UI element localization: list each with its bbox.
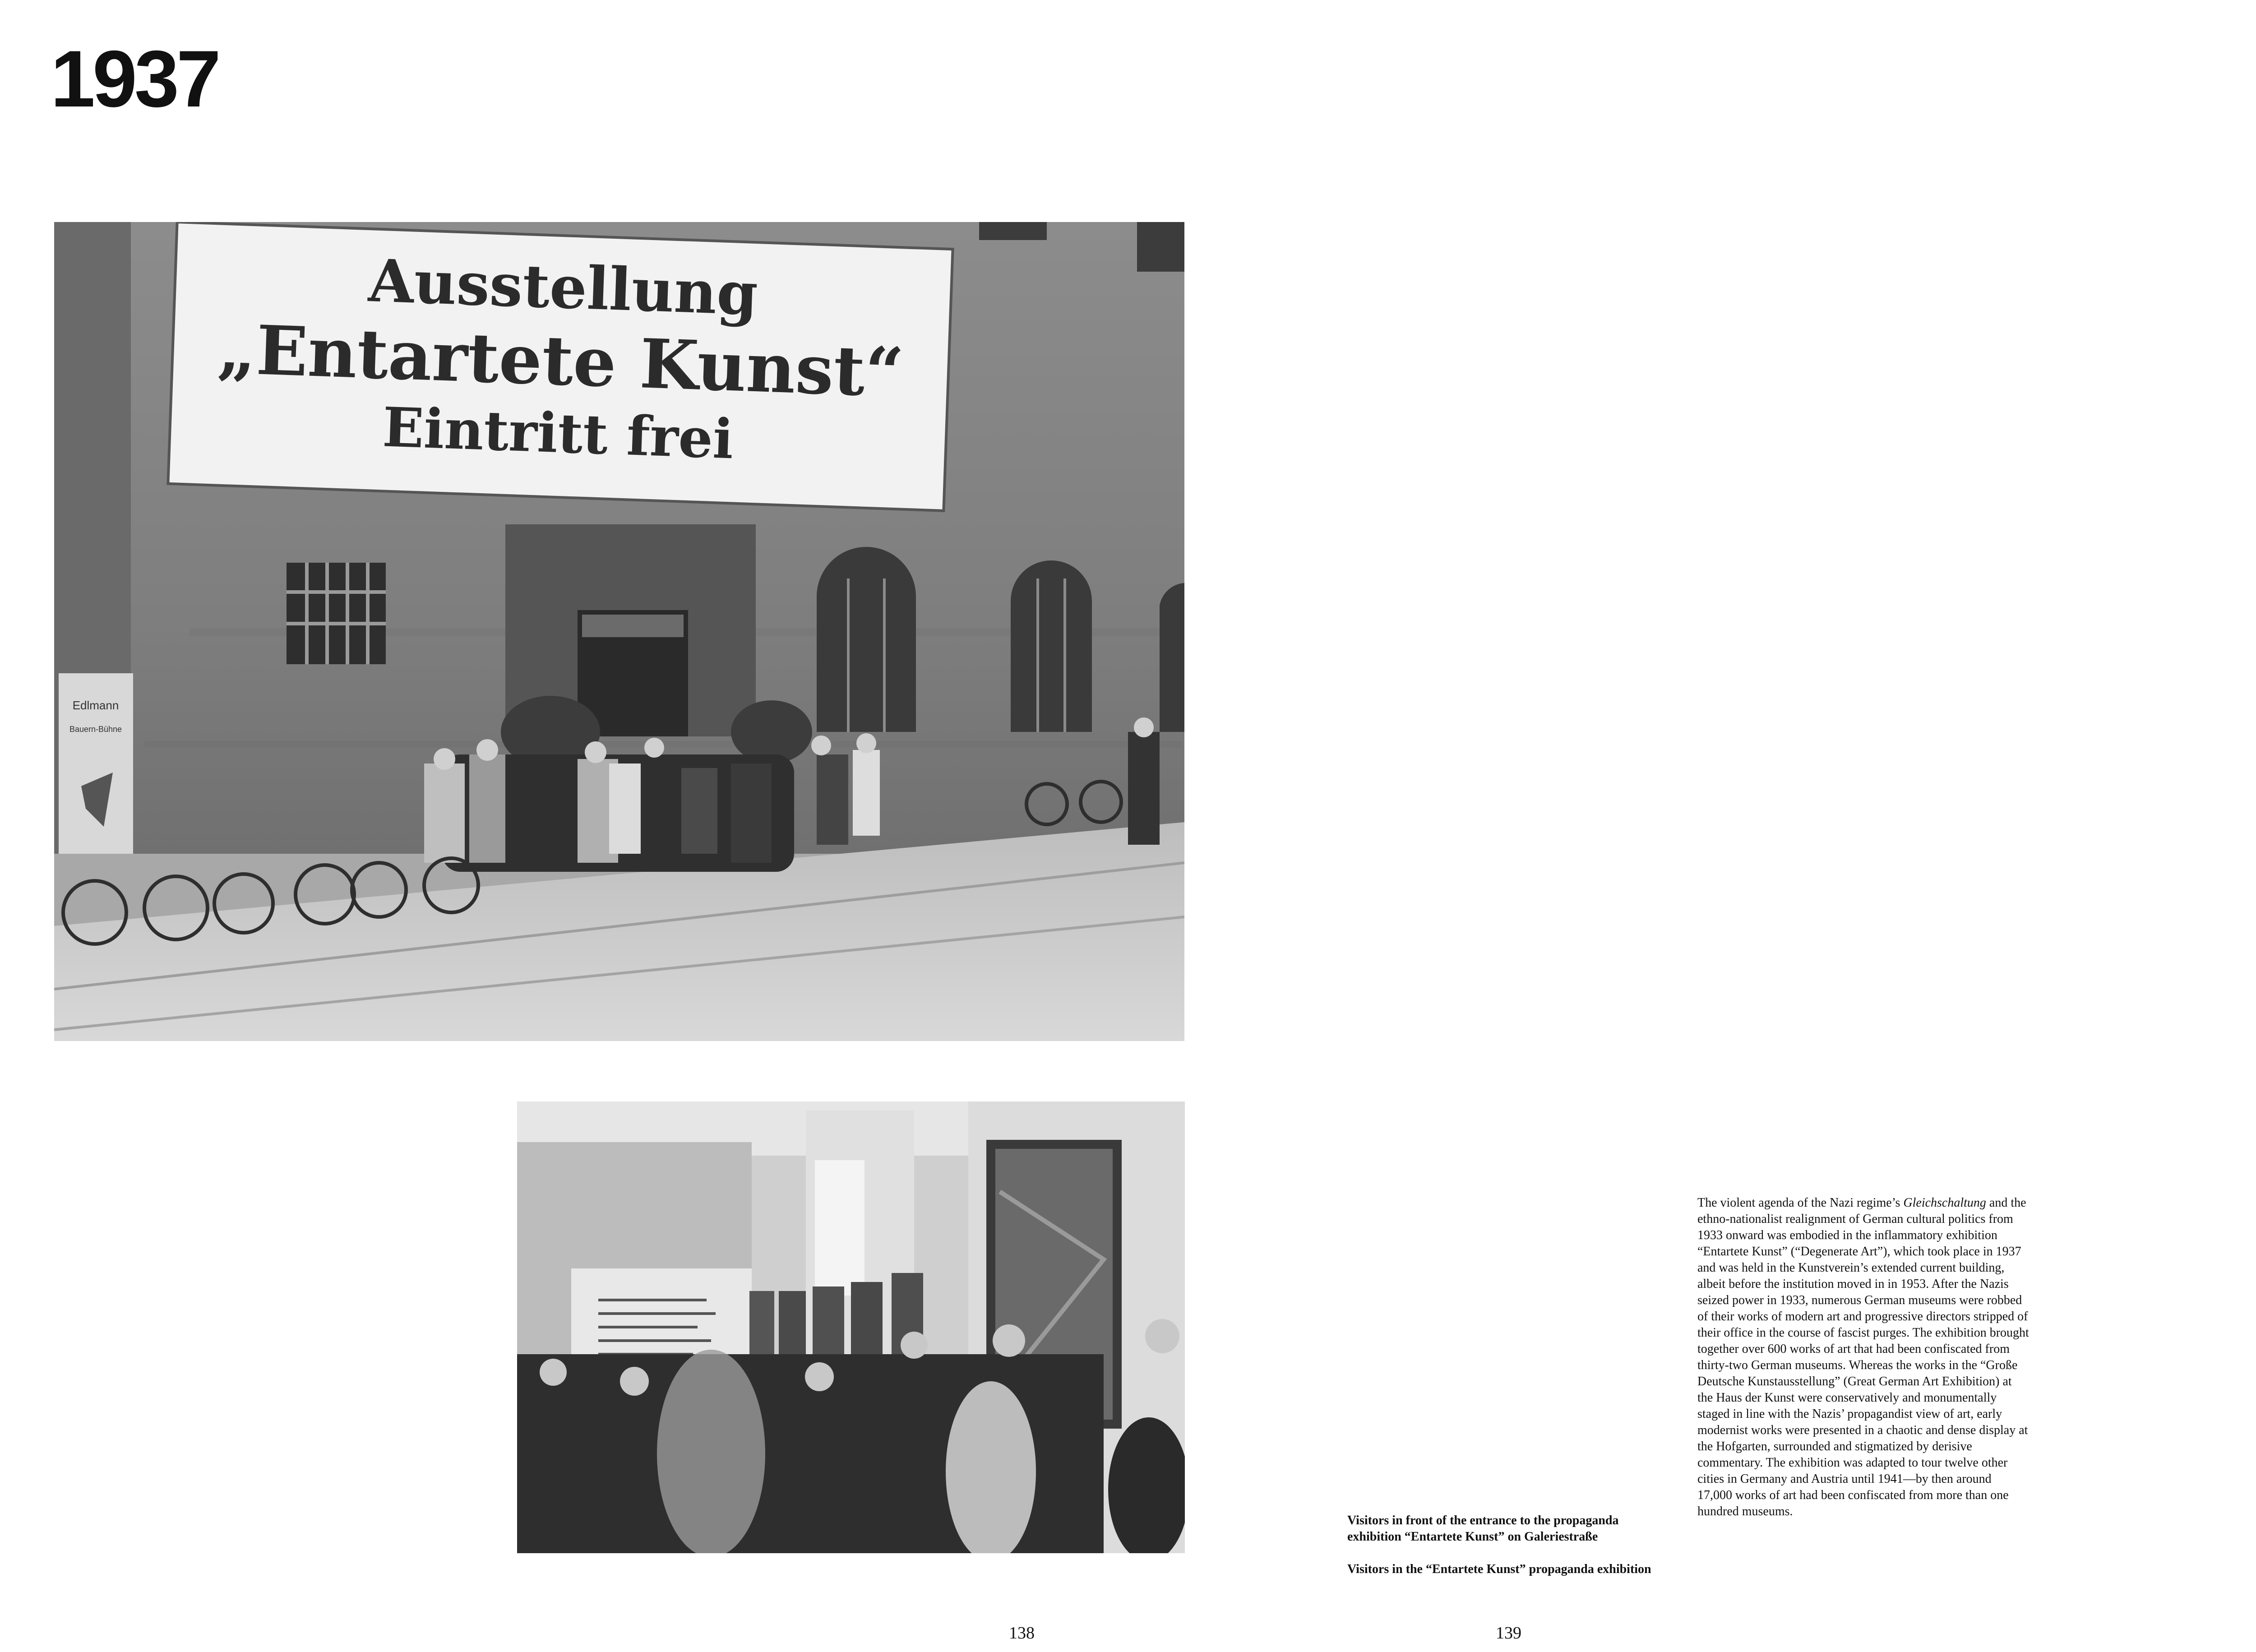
caption-2: Visitors in the “Entartete Kunst” propaganda exhibition xyxy=(1347,1562,1651,1576)
exhibition-entrance-photo xyxy=(54,222,1184,1041)
page-number-left: 138 xyxy=(1009,1624,1035,1643)
body-intro: The violent agenda of the Nazi regime’s xyxy=(1697,1196,1904,1210)
banner-line-3: Eintritt frei xyxy=(381,395,735,472)
photo-captions xyxy=(1347,1513,1672,1594)
banner-line-1: Ausstellung xyxy=(367,246,759,329)
page-number-right: 139 xyxy=(1496,1624,1521,1643)
poster-text-2: Bauern-Bühne xyxy=(69,725,122,734)
body-text xyxy=(1697,1195,2029,1520)
body-paragraph xyxy=(1697,1195,2029,1520)
banner-line-2: „Entartete Kunst“ xyxy=(216,309,906,413)
photo-exhibition-interior xyxy=(517,1101,1185,1553)
year-heading: 1937 xyxy=(51,34,218,124)
exhibition-interior-photo xyxy=(517,1101,1185,1553)
photo-exhibition-entrance xyxy=(54,222,1184,1041)
body-term: Gleichschaltung xyxy=(1903,1196,1986,1210)
poster-text-1: Edlmann xyxy=(72,699,119,712)
body-rest: and the ethno-nationalist realignment of German cultural politics from 1933 onward was embodied in the inflammatory exhibition “Entartete Kunst” (“Degenerate Art”), which took place in 1937 and was held in the Kunstverein’s extended current building, albeit before the institution moved in in 1953. After the Nazis seized power in 1933, numerous German museums were robbed of their works of modern art and progressive directors stripped of their office in the course of fascist purges. The exhibition brought together over 600 works of art that had been confiscated from thirty-two German museums. Whereas the works in the “Große Deutsche Kunstausstellung” (Great German Art Exhibition) at the Haus der Kunst were conservatively and monumentally staged in line with the Nazis’ propagandist view of art, early modernist works were presented in a chaotic and dense display at the Hofgarten, surrounded and stigmatized by derisive commentary. The exhibition was adapted to tour twelve other cities in Germany and Austria until 1941—by then around 17,000 works of art had been confiscated from more than one hundred museums. xyxy=(1697,1196,2029,1518)
caption-1: Visitors in front of the entrance to the propaganda exhibition “Entartete Kunst” on Galeriestraße xyxy=(1347,1513,1619,1544)
